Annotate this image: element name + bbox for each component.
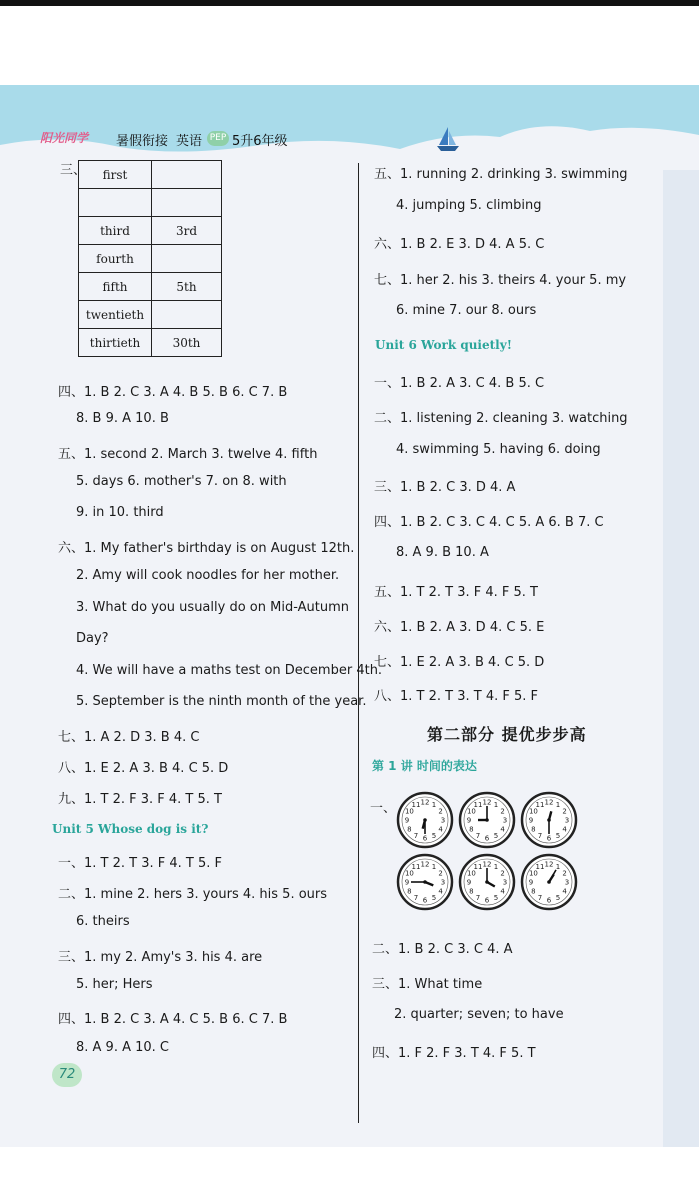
unit-5-heading: Unit 5 Whose dog is it? xyxy=(52,822,209,836)
table-cell xyxy=(152,161,222,189)
table-cell xyxy=(79,189,152,217)
clock-icon xyxy=(520,791,578,849)
svg-text:9: 9 xyxy=(466,878,472,887)
svg-text:8: 8 xyxy=(407,887,412,896)
answer-line: Day? xyxy=(76,631,109,646)
answer-line: 三、1. What time xyxy=(372,977,483,992)
svg-text:5: 5 xyxy=(431,894,437,903)
page-edge-shadow xyxy=(663,170,699,1147)
svg-text:6: 6 xyxy=(546,834,552,843)
svg-text:7: 7 xyxy=(413,894,419,903)
answer-line: 三、1. B 2. C 3. D 4. A xyxy=(374,480,516,495)
answer-line: 8. B 9. A 10. B xyxy=(76,411,169,426)
answer-line: 6. theirs xyxy=(76,914,130,929)
svg-text:10: 10 xyxy=(466,807,476,816)
svg-text:3: 3 xyxy=(440,878,446,887)
svg-text:9: 9 xyxy=(528,816,534,825)
answer-line: 二、1. listening 2. cleaning 3. watching xyxy=(374,411,628,426)
svg-text:1: 1 xyxy=(493,800,499,809)
svg-text:6: 6 xyxy=(422,834,428,843)
answer-line: 四、1. B 2. C 3. A 4. C 5. B 6. C 7. B xyxy=(58,1012,288,1027)
table-cell: fourth xyxy=(79,245,152,273)
answer-line: 六、1. B 2. E 3. D 4. A 5. C xyxy=(374,237,545,252)
svg-text:8: 8 xyxy=(531,887,536,896)
svg-text:3: 3 xyxy=(502,878,508,887)
sailboat-icon xyxy=(435,125,461,153)
svg-text:10: 10 xyxy=(404,869,414,878)
svg-text:4: 4 xyxy=(500,825,505,834)
answer-line: 三、1. my 2. Amy's 3. his 4. are xyxy=(58,950,263,965)
svg-text:11: 11 xyxy=(473,862,483,871)
svg-text:7: 7 xyxy=(475,894,481,903)
table-cell: 5th xyxy=(152,273,222,301)
answer-line: 七、1. her 2. his 3. theirs 4. your 5. my xyxy=(374,273,627,288)
page-header xyxy=(0,85,699,155)
cloud-wave-decoration xyxy=(0,123,699,163)
answer-page xyxy=(0,85,699,1147)
svg-text:12: 12 xyxy=(544,798,554,807)
svg-text:2: 2 xyxy=(500,869,505,878)
answer-line: 五、1. running 2. drinking 3. swimming xyxy=(374,167,628,182)
svg-text:5: 5 xyxy=(431,832,437,841)
svg-text:5: 5 xyxy=(555,832,561,841)
table-cell xyxy=(152,301,222,329)
column-divider xyxy=(358,163,359,1123)
answer-line: 八、1. T 2. T 3. T 4. F 5. F xyxy=(374,689,538,704)
svg-text:6: 6 xyxy=(546,896,552,905)
table-row xyxy=(79,329,222,357)
table-row xyxy=(79,245,222,273)
svg-text:11: 11 xyxy=(411,862,421,871)
table-cell xyxy=(152,189,222,217)
answer-line: 5. days 6. mother's 7. on 8. with xyxy=(76,474,287,489)
svg-text:7: 7 xyxy=(413,832,419,841)
answer-line: 七、1. E 2. A 3. B 4. C 5. D xyxy=(374,655,545,670)
svg-text:11: 11 xyxy=(473,800,483,809)
section-3-label: 三、 xyxy=(60,163,87,178)
table-cell: fifth xyxy=(79,273,152,301)
answer-line: 5. her; Hers xyxy=(76,977,153,992)
svg-text:3: 3 xyxy=(564,878,570,887)
svg-text:2: 2 xyxy=(562,807,567,816)
svg-text:4: 4 xyxy=(562,825,567,834)
page-number: 72 xyxy=(52,1063,82,1087)
svg-text:8: 8 xyxy=(407,825,412,834)
svg-text:1: 1 xyxy=(493,862,499,871)
answer-line: 8. A 9. A 10. C xyxy=(76,1040,170,1055)
clock-icon xyxy=(520,853,578,911)
answer-line: 2. Amy will cook noodles for her mother. xyxy=(76,568,340,583)
svg-text:7: 7 xyxy=(537,894,543,903)
svg-text:8: 8 xyxy=(469,887,474,896)
table-cell: 30th xyxy=(152,329,222,357)
svg-text:2: 2 xyxy=(438,869,443,878)
table-cell: 3rd xyxy=(152,217,222,245)
svg-text:10: 10 xyxy=(528,869,538,878)
table-cell: first xyxy=(79,161,152,189)
table-row xyxy=(79,301,222,329)
svg-text:12: 12 xyxy=(420,860,430,869)
svg-text:7: 7 xyxy=(537,832,543,841)
svg-text:4: 4 xyxy=(562,887,567,896)
svg-text:12: 12 xyxy=(482,860,492,869)
svg-text:1: 1 xyxy=(431,862,437,871)
svg-text:6: 6 xyxy=(422,896,428,905)
svg-text:5: 5 xyxy=(493,832,499,841)
answer-line: 一、1. T 2. T 3. F 4. T 5. F xyxy=(58,856,222,871)
svg-text:1: 1 xyxy=(431,800,437,809)
answer-line: 4. jumping 5. climbing xyxy=(396,198,542,213)
ordinal-table xyxy=(78,160,222,357)
answer-line: 2. quarter; seven; to have xyxy=(394,1007,564,1022)
table-row xyxy=(79,161,222,189)
answer-line: 五、1. T 2. T 3. F 4. F 5. T xyxy=(374,585,538,600)
answer-line: 6. mine 7. our 8. ours xyxy=(396,303,537,318)
clock-icon xyxy=(458,791,516,849)
svg-text:7: 7 xyxy=(475,832,481,841)
answer-line: 8. A 9. B 10. A xyxy=(396,545,489,560)
top-status-bar xyxy=(0,0,699,6)
svg-text:12: 12 xyxy=(420,798,430,807)
svg-text:6: 6 xyxy=(484,834,490,843)
answer-line: 四、1. F 2. F 3. T 4. F 5. T xyxy=(372,1046,536,1061)
subject-label: 英语 xyxy=(176,134,203,149)
clock-section-label: 一、 xyxy=(370,801,397,816)
edition-badge: PEP xyxy=(207,131,229,146)
svg-text:1: 1 xyxy=(555,800,561,809)
answer-line: 二、1. mine 2. hers 3. yours 4. his 5. ours xyxy=(58,887,328,902)
clock-icon xyxy=(396,853,454,911)
table-cell xyxy=(152,245,222,273)
unit-6-heading: Unit 6 Work quietly! xyxy=(375,338,512,352)
table-row xyxy=(79,189,222,217)
svg-text:2: 2 xyxy=(500,807,505,816)
answer-line: 一、1. B 2. A 3. C 4. B 5. C xyxy=(374,376,545,391)
answer-line: 八、1. E 2. A 3. B 4. C 5. D xyxy=(58,761,229,776)
svg-text:2: 2 xyxy=(438,807,443,816)
svg-text:1: 1 xyxy=(555,862,561,871)
answer-line: 四、1. B 2. C 3. A 4. B 5. B 6. C 7. B xyxy=(58,385,288,400)
answer-line: 二、1. B 2. C 3. C 4. A xyxy=(372,942,513,957)
clock-icon xyxy=(458,853,516,911)
svg-text:11: 11 xyxy=(411,800,421,809)
book-title: 暑假衔接 xyxy=(116,134,169,149)
series-logo: 阳光同学 xyxy=(40,131,89,145)
part-2-heading: 第二部分 提优步步高 xyxy=(427,725,587,744)
svg-text:11: 11 xyxy=(535,800,545,809)
table-row xyxy=(79,273,222,301)
svg-text:12: 12 xyxy=(482,798,492,807)
answer-line: 9. in 10. third xyxy=(76,505,164,520)
svg-text:6: 6 xyxy=(484,896,490,905)
svg-text:12: 12 xyxy=(544,860,554,869)
answer-line: 七、1. A 2. D 3. B 4. C xyxy=(58,730,200,745)
answer-line: 六、1. B 2. A 3. D 4. C 5. E xyxy=(374,620,545,635)
svg-text:10: 10 xyxy=(466,869,476,878)
answer-line: 九、1. T 2. F 3. F 4. T 5. T xyxy=(58,792,222,807)
answer-line: 五、1. second 2. March 3. twelve 4. fifth xyxy=(58,447,318,462)
svg-text:10: 10 xyxy=(404,807,414,816)
svg-text:9: 9 xyxy=(404,878,410,887)
svg-text:9: 9 xyxy=(404,816,410,825)
svg-text:9: 9 xyxy=(466,816,472,825)
svg-text:2: 2 xyxy=(562,869,567,878)
svg-text:10: 10 xyxy=(528,807,538,816)
svg-text:5: 5 xyxy=(493,894,499,903)
svg-text:11: 11 xyxy=(535,862,545,871)
svg-text:8: 8 xyxy=(531,825,536,834)
table-cell: twentieth xyxy=(79,301,152,329)
svg-text:8: 8 xyxy=(469,825,474,834)
svg-text:4: 4 xyxy=(438,825,443,834)
answer-line: 3. What do you usually do on Mid-Autumn xyxy=(76,600,349,615)
svg-text:4: 4 xyxy=(438,887,443,896)
answer-line: 4. We will have a maths test on December 4th. xyxy=(76,663,383,678)
answer-line: 4. swimming 5. having 6. doing xyxy=(396,442,601,457)
svg-text:3: 3 xyxy=(502,816,508,825)
answer-line: 六、1. My father's birthday is on August 12th. xyxy=(58,541,355,556)
lesson-1-heading: 第 1 讲 时间的表达 xyxy=(372,759,477,773)
svg-text:9: 9 xyxy=(528,878,534,887)
table-row xyxy=(79,217,222,245)
svg-text:4: 4 xyxy=(500,887,505,896)
svg-text:3: 3 xyxy=(440,816,446,825)
svg-text:5: 5 xyxy=(555,894,561,903)
answer-line: 5. September is the ninth month of the year. xyxy=(76,694,367,709)
answer-line: 四、1. B 2. C 3. C 4. C 5. A 6. B 7. C xyxy=(374,515,604,530)
clock-icon xyxy=(396,791,454,849)
svg-text:3: 3 xyxy=(564,816,570,825)
table-cell: third xyxy=(79,217,152,245)
grade-label: 5升6年级 xyxy=(232,134,288,149)
table-cell: thirtieth xyxy=(79,329,152,357)
